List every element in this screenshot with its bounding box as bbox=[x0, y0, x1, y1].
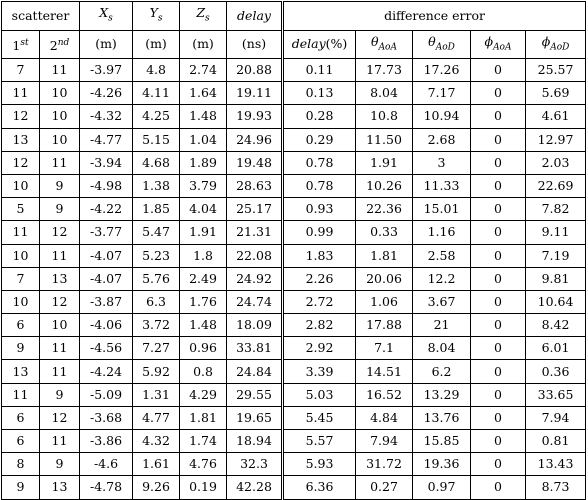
table-cell: 0 bbox=[471, 360, 526, 383]
table-row bbox=[2, 360, 586, 383]
table-cell: 10 bbox=[2, 290, 40, 313]
table-cell: 4.11 bbox=[133, 82, 180, 105]
table-cell: 12 bbox=[40, 406, 80, 429]
table-cell: 0 bbox=[471, 198, 526, 221]
table-cell: 8.04 bbox=[356, 82, 413, 105]
table-cell: 11 bbox=[40, 244, 80, 267]
table-row bbox=[2, 476, 586, 499]
table-cell: -5.09 bbox=[80, 383, 133, 406]
table-cell: 7.1 bbox=[356, 337, 413, 360]
table-cell: 7.94 bbox=[356, 430, 413, 453]
header-xs: $X_s$ bbox=[80, 2, 133, 31]
table-cell: 13 bbox=[40, 267, 80, 290]
table-cell: -4.26 bbox=[80, 82, 133, 105]
table-cell: 8.42 bbox=[526, 314, 586, 337]
table-cell: 13 bbox=[2, 128, 40, 151]
table-cell: 10.64 bbox=[526, 290, 586, 313]
table-cell: 14.51 bbox=[356, 360, 413, 383]
table-cell: 7.94 bbox=[526, 406, 586, 429]
table-cell: 1.38 bbox=[133, 174, 180, 197]
table-row bbox=[2, 105, 586, 128]
table-cell: 9.81 bbox=[526, 267, 586, 290]
table-cell: 10 bbox=[2, 244, 40, 267]
header-ys: $Y_s$ bbox=[133, 2, 180, 31]
table-cell: 12 bbox=[2, 151, 40, 174]
table-row bbox=[2, 221, 586, 244]
table-cell: 17.88 bbox=[356, 314, 413, 337]
table-cell: 0 bbox=[471, 105, 526, 128]
table-cell: -4.32 bbox=[80, 105, 133, 128]
table-cell: 25.57 bbox=[526, 59, 586, 82]
table-cell: -4.22 bbox=[80, 198, 133, 221]
table-cell: 1.83 bbox=[283, 244, 356, 267]
header-xs-unit: (m) bbox=[80, 30, 133, 59]
table-cell: 18.09 bbox=[227, 314, 283, 337]
table-cell: 0 bbox=[471, 337, 526, 360]
table-cell: 20.88 bbox=[227, 59, 283, 82]
table-cell: 1.16 bbox=[413, 221, 471, 244]
table-cell: 12 bbox=[40, 290, 80, 313]
table-cell: 0 bbox=[471, 267, 526, 290]
table-cell: 0 bbox=[471, 430, 526, 453]
table-cell: 29.55 bbox=[227, 383, 283, 406]
table-cell: 24.96 bbox=[227, 128, 283, 151]
table-cell: -4.07 bbox=[80, 244, 133, 267]
table-cell: 6.36 bbox=[283, 476, 356, 499]
table-cell: 0.28 bbox=[283, 105, 356, 128]
table-cell: 0.99 bbox=[283, 221, 356, 244]
table-cell: 13.76 bbox=[413, 406, 471, 429]
table-cell: 4.8 bbox=[133, 59, 180, 82]
table-cell: -4.56 bbox=[80, 337, 133, 360]
table-cell: 8.73 bbox=[526, 476, 586, 499]
header-theta-aoa: $\theta_{AoA}$ bbox=[356, 30, 413, 59]
table-cell: 11 bbox=[40, 151, 80, 174]
table-cell: 9 bbox=[2, 476, 40, 499]
table-cell: -3.77 bbox=[80, 221, 133, 244]
table-cell: -3.87 bbox=[80, 290, 133, 313]
table-cell: 12 bbox=[40, 221, 80, 244]
table-cell: 33.81 bbox=[227, 337, 283, 360]
table-cell: 1.31 bbox=[133, 383, 180, 406]
header-second: 2nd bbox=[40, 30, 80, 59]
table-cell: 1.89 bbox=[180, 151, 227, 174]
table-row bbox=[2, 151, 586, 174]
table-cell: 5.76 bbox=[133, 267, 180, 290]
table-cell: 11 bbox=[40, 337, 80, 360]
table-cell: 4.68 bbox=[133, 151, 180, 174]
table-cell: 10 bbox=[40, 82, 80, 105]
table-cell: 19.11 bbox=[227, 82, 283, 105]
table-cell: 1.91 bbox=[180, 221, 227, 244]
table-cell: 13.43 bbox=[526, 453, 586, 476]
table-cell: 4.25 bbox=[133, 105, 180, 128]
table-cell: 5.92 bbox=[133, 360, 180, 383]
table-row bbox=[2, 198, 586, 221]
header-row-2 bbox=[2, 30, 586, 59]
table-cell: 4.84 bbox=[356, 406, 413, 429]
table-cell: 6 bbox=[2, 406, 40, 429]
table-cell: 9 bbox=[2, 337, 40, 360]
table-cell: 24.74 bbox=[227, 290, 283, 313]
table-cell: 0.96 bbox=[180, 337, 227, 360]
table-cell: 6 bbox=[2, 430, 40, 453]
table-cell: 9 bbox=[40, 174, 80, 197]
table-cell: 0.93 bbox=[283, 198, 356, 221]
table-cell: 9 bbox=[40, 198, 80, 221]
scatterer-error-table bbox=[1, 1, 586, 500]
table-cell: 19.48 bbox=[227, 151, 283, 174]
table-cell: 1.85 bbox=[133, 198, 180, 221]
table-cell: 10 bbox=[40, 314, 80, 337]
table-cell: 0 bbox=[471, 221, 526, 244]
header-difference-error: difference error bbox=[283, 2, 586, 31]
table-cell: -4.78 bbox=[80, 476, 133, 499]
table-cell: 7.82 bbox=[526, 198, 586, 221]
table-cell: 11.50 bbox=[356, 128, 413, 151]
table-cell: 0.81 bbox=[526, 430, 586, 453]
table-cell: 2.68 bbox=[413, 128, 471, 151]
table-cell: 6.3 bbox=[133, 290, 180, 313]
table-cell: 19.36 bbox=[413, 453, 471, 476]
header-scatterer: scatterer bbox=[2, 2, 80, 31]
table-cell: 1.48 bbox=[180, 105, 227, 128]
table-cell: 0 bbox=[471, 82, 526, 105]
header-theta-aod: $\theta_{AoD}$ bbox=[413, 30, 471, 59]
table-cell: 11 bbox=[40, 59, 80, 82]
table-cell: 10.94 bbox=[413, 105, 471, 128]
table-cell: 1.76 bbox=[180, 290, 227, 313]
table-cell: 15.01 bbox=[413, 198, 471, 221]
table-cell: 6 bbox=[2, 314, 40, 337]
table-cell: 22.36 bbox=[356, 198, 413, 221]
table-cell: 9.11 bbox=[526, 221, 586, 244]
header-ys-unit: (m) bbox=[133, 30, 180, 59]
table-cell: 0.8 bbox=[180, 360, 227, 383]
table-cell: 9.26 bbox=[133, 476, 180, 499]
table-cell: -3.94 bbox=[80, 151, 133, 174]
table-cell: 4.77 bbox=[133, 406, 180, 429]
table-cell: 13 bbox=[40, 476, 80, 499]
header-phi-aoa: $\phi_{AoA}$ bbox=[471, 30, 526, 59]
table-cell: 11 bbox=[2, 383, 40, 406]
table-row bbox=[2, 314, 586, 337]
table-cell: -4.98 bbox=[80, 174, 133, 197]
table-cell: -4.06 bbox=[80, 314, 133, 337]
table-cell: 5.57 bbox=[283, 430, 356, 453]
table-cell: 0.97 bbox=[413, 476, 471, 499]
table-cell: 9 bbox=[40, 383, 80, 406]
table-cell: -4.6 bbox=[80, 453, 133, 476]
table-cell: 2.82 bbox=[283, 314, 356, 337]
table-cell: 5.45 bbox=[283, 406, 356, 429]
table-cell: 0.13 bbox=[283, 82, 356, 105]
table-cell: 10 bbox=[2, 174, 40, 197]
table-cell: 11 bbox=[2, 82, 40, 105]
table-cell: 16.52 bbox=[356, 383, 413, 406]
table-cell: 0 bbox=[471, 59, 526, 82]
table-cell: 9 bbox=[40, 453, 80, 476]
table-cell: 7 bbox=[2, 59, 40, 82]
table-cell: 10.26 bbox=[356, 174, 413, 197]
table-cell: 0 bbox=[471, 174, 526, 197]
table-cell: 15.85 bbox=[413, 430, 471, 453]
table-cell: 0.29 bbox=[283, 128, 356, 151]
table-cell: 25.17 bbox=[227, 198, 283, 221]
header-zs: $Z_s$ bbox=[180, 2, 227, 31]
header-delay-percent: delay(%) bbox=[283, 30, 356, 59]
table-cell: 11.33 bbox=[413, 174, 471, 197]
table-cell: 0 bbox=[471, 290, 526, 313]
table-cell: 2.58 bbox=[413, 244, 471, 267]
table-cell: -3.68 bbox=[80, 406, 133, 429]
table-cell: 1.91 bbox=[356, 151, 413, 174]
table-row bbox=[2, 267, 586, 290]
table-cell: 5.93 bbox=[283, 453, 356, 476]
table-cell: 7.27 bbox=[133, 337, 180, 360]
table-cell: 12.97 bbox=[526, 128, 586, 151]
table-cell: -4.77 bbox=[80, 128, 133, 151]
table-body bbox=[2, 59, 586, 500]
table-cell: 4.76 bbox=[180, 453, 227, 476]
table-cell: 1.81 bbox=[356, 244, 413, 267]
table-cell: 6.01 bbox=[526, 337, 586, 360]
table-cell: 19.93 bbox=[227, 105, 283, 128]
table-row bbox=[2, 290, 586, 313]
table-row bbox=[2, 59, 586, 82]
table-cell: 3 bbox=[413, 151, 471, 174]
table-cell: 7 bbox=[2, 267, 40, 290]
table-cell: 2.72 bbox=[283, 290, 356, 313]
table-cell: 22.69 bbox=[526, 174, 586, 197]
table-cell: 4.61 bbox=[526, 105, 586, 128]
table-cell: 0 bbox=[471, 406, 526, 429]
table-cell: 1.06 bbox=[356, 290, 413, 313]
table-cell: 5.69 bbox=[526, 82, 586, 105]
table-cell: 17.73 bbox=[356, 59, 413, 82]
table-cell: 2.26 bbox=[283, 267, 356, 290]
table-cell: 4.32 bbox=[133, 430, 180, 453]
header-row-1 bbox=[2, 2, 586, 31]
table-row bbox=[2, 244, 586, 267]
table-cell: 11 bbox=[2, 221, 40, 244]
table-cell: 0 bbox=[471, 476, 526, 499]
table-cell: 8 bbox=[2, 453, 40, 476]
table-row bbox=[2, 82, 586, 105]
table-cell: 32.3 bbox=[227, 453, 283, 476]
table-cell: 1.48 bbox=[180, 314, 227, 337]
table-cell: 1.8 bbox=[180, 244, 227, 267]
table-cell: 31.72 bbox=[356, 453, 413, 476]
table-cell: 3.72 bbox=[133, 314, 180, 337]
table-cell: 4.04 bbox=[180, 198, 227, 221]
table-cell: 0 bbox=[471, 383, 526, 406]
table-row bbox=[2, 453, 586, 476]
table-cell: 0.78 bbox=[283, 151, 356, 174]
table-cell: 7.19 bbox=[526, 244, 586, 267]
table-cell: 12.2 bbox=[413, 267, 471, 290]
header-zs-unit: (m) bbox=[180, 30, 227, 59]
table-cell: 13.29 bbox=[413, 383, 471, 406]
table-row bbox=[2, 337, 586, 360]
table-cell: -4.07 bbox=[80, 267, 133, 290]
table-cell: 3.39 bbox=[283, 360, 356, 383]
header-delay-unit: (ns) bbox=[227, 30, 283, 59]
table-cell: 21.31 bbox=[227, 221, 283, 244]
table-cell: 0.33 bbox=[356, 221, 413, 244]
table-cell: 5 bbox=[2, 198, 40, 221]
table-cell: -3.97 bbox=[80, 59, 133, 82]
table-cell: 10 bbox=[40, 128, 80, 151]
table-cell: 6.2 bbox=[413, 360, 471, 383]
table-cell: 2.49 bbox=[180, 267, 227, 290]
table-cell: 0.78 bbox=[283, 174, 356, 197]
table-cell: 19.65 bbox=[227, 406, 283, 429]
table-cell: 21 bbox=[413, 314, 471, 337]
table-cell: 18.94 bbox=[227, 430, 283, 453]
table-cell: 2.74 bbox=[180, 59, 227, 82]
table-cell: 0 bbox=[471, 453, 526, 476]
table-cell: 0 bbox=[471, 128, 526, 151]
table-cell: 0 bbox=[471, 151, 526, 174]
table-cell: 4.29 bbox=[180, 383, 227, 406]
table-cell: 24.92 bbox=[227, 267, 283, 290]
table-row bbox=[2, 174, 586, 197]
table-cell: 3.67 bbox=[413, 290, 471, 313]
table-cell: 7.17 bbox=[413, 82, 471, 105]
header-phi-aod: $\phi_{AoD}$ bbox=[526, 30, 586, 59]
table-cell: 1.64 bbox=[180, 82, 227, 105]
table-cell: 11 bbox=[40, 430, 80, 453]
table-cell: 5.23 bbox=[133, 244, 180, 267]
table-row bbox=[2, 383, 586, 406]
table-cell: 0.11 bbox=[283, 59, 356, 82]
table-cell: 0 bbox=[471, 244, 526, 267]
table-cell: 33.65 bbox=[526, 383, 586, 406]
table-cell: 0.36 bbox=[526, 360, 586, 383]
table-cell: 24.84 bbox=[227, 360, 283, 383]
table-cell: 42.28 bbox=[227, 476, 283, 499]
table-cell: 1.04 bbox=[180, 128, 227, 151]
table-cell: -3.86 bbox=[80, 430, 133, 453]
table-cell: 3.79 bbox=[180, 174, 227, 197]
table-cell: 2.92 bbox=[283, 337, 356, 360]
table-row bbox=[2, 430, 586, 453]
table-cell: 12 bbox=[2, 105, 40, 128]
table-cell: 5.15 bbox=[133, 128, 180, 151]
table-cell: 8.04 bbox=[413, 337, 471, 360]
table-cell: 5.03 bbox=[283, 383, 356, 406]
table-row bbox=[2, 128, 586, 151]
table-cell: 0.19 bbox=[180, 476, 227, 499]
table-cell: 5.47 bbox=[133, 221, 180, 244]
table-cell: 10.8 bbox=[356, 105, 413, 128]
table-cell: 11 bbox=[40, 360, 80, 383]
header-first: 1st bbox=[2, 30, 40, 59]
table-cell: 20.06 bbox=[356, 267, 413, 290]
table-cell: 17.26 bbox=[413, 59, 471, 82]
table-cell: 13 bbox=[2, 360, 40, 383]
table-cell: 1.61 bbox=[133, 453, 180, 476]
table-cell: 1.81 bbox=[180, 406, 227, 429]
table-row bbox=[2, 406, 586, 429]
table-cell: 22.08 bbox=[227, 244, 283, 267]
table-cell: 10 bbox=[40, 105, 80, 128]
table-cell: 1.74 bbox=[180, 430, 227, 453]
header-delay: delay bbox=[227, 2, 283, 31]
table-cell: 0.27 bbox=[356, 476, 413, 499]
table-cell: 28.63 bbox=[227, 174, 283, 197]
table-cell: 0 bbox=[471, 314, 526, 337]
table-cell: 2.03 bbox=[526, 151, 586, 174]
table-cell: -4.24 bbox=[80, 360, 133, 383]
